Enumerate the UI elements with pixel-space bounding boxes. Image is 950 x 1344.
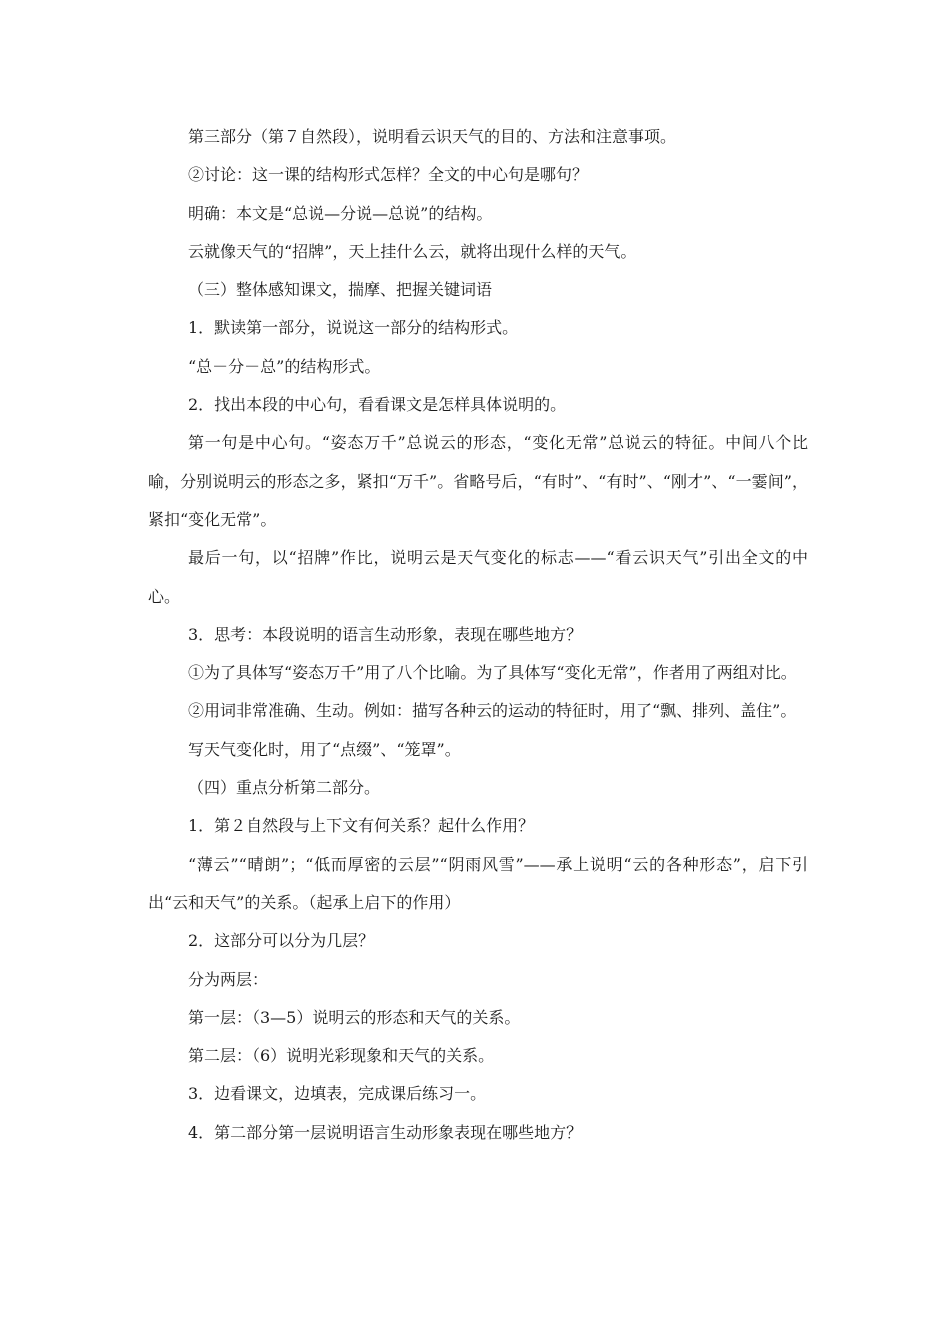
question-1-read-part-one: 1．默读第一部分，说说这一部分的结构形式。 [188, 318, 519, 338]
question-4-layer-one-language: 4．第二部分第一层说明语言生动形象表现在哪些地方？ [188, 1122, 583, 1142]
question-1-paragraph-two: 1．第２自然段与上下文有何关系？起什么作用？ [188, 816, 535, 836]
answer-3-word-choice: ②用词非常准确、生动。例如：描写各种云的运动的特征时，用了“飘、排列、盖住”。 [188, 701, 797, 721]
answer-3-weather-change: 写天气变化时，用了“点缀”、“笼罩”。 [188, 739, 461, 759]
question-2-central-sentence: 2．找出本段的中心句，看看课文是怎样具体说明的。 [188, 395, 567, 415]
answer-1-structure: “总－分－总”的结构形式。 [188, 356, 381, 376]
section-heading-three: （三）整体感知课文，揣摩、把握关键词语 [188, 280, 493, 300]
section-heading-four: （四）重点分析第二部分。 [188, 778, 381, 798]
answer-2-first-sentence: 第一句是中心句。“姿态万千”总说云的形态，“变化无常”总说云的特征。中间八个比喻，分别说明云的形态之多，紧扣“万千”。省略号后，“有时”、“有时”、“刚才”、“一霎间”，紧扣“变化无常”。 [148, 433, 808, 529]
paragraph-discussion-question: ②讨论：这一课的结构形式怎样？全文的中心句是哪句？ [188, 165, 589, 185]
question-2-layers: 2．这部分可以分为几层？ [188, 931, 375, 951]
paragraph-structure-answer: 明确：本文是“总说—分说—总说”的结构。 [188, 203, 493, 223]
answer-3-metaphors: ①为了具体写“姿态万千”用了八个比喻。为了具体写“变化无常”，作者用了两组对比。 [188, 663, 797, 683]
paragraph-central-sentence: 云就像天气的“招牌”，天上挂什么云，就将出现什么样的天气。 [188, 241, 637, 261]
paragraph-part-three-summary: 第三部分（第７自然段），说明看云识天气的目的、方法和注意事项。 [188, 127, 677, 146]
document-body [148, 118, 808, 1152]
answer-2-layer-two: 第二层：（6）说明光彩现象和天气的关系。 [188, 1046, 495, 1066]
answer-2-last-sentence: 最后一句，以“招牌”作比，说明云是天气变化的标志——“看云识天气”引出全文的中心。 [148, 548, 808, 606]
question-3-fill-table: 3．边看课文，边填表，完成课后练习一。 [188, 1084, 487, 1104]
answer-2-two-layers: 分为两层： [188, 969, 269, 989]
answer-1-transition: “薄云”“晴朗”；“低而厚密的云层”“阴雨风雪”——承上说明“云的各种形态”，启下引出“云和天气”的关系。（起承上启下的作用） [148, 854, 808, 912]
question-3-vivid-language: 3．思考：本段说明的语言生动形象，表现在哪些地方？ [188, 624, 583, 644]
answer-2-layer-one: 第一层：（3—5）说明云的形态和天气的关系。 [188, 1007, 521, 1027]
